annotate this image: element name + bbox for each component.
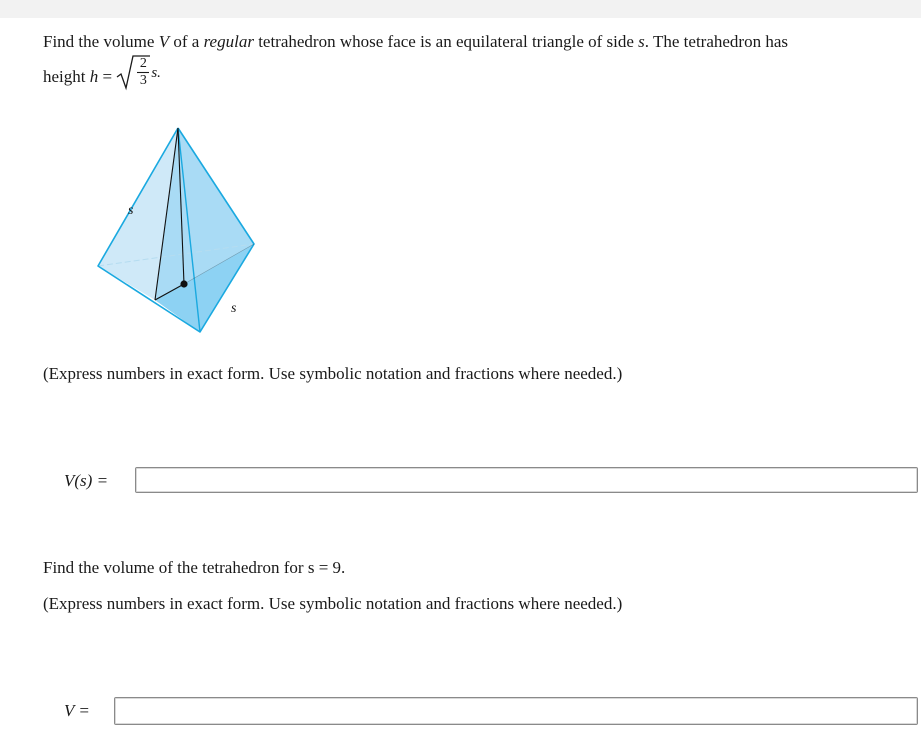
instructions-2: (Express numbers in exact form. Use symbolic notation and fractions where needed.) [43, 594, 623, 613]
sqrt-tail-s: s. [151, 65, 161, 81]
answer-2-label: V = [64, 701, 90, 720]
fraction-numerator: 2 [139, 56, 147, 71]
text-tetrahedron-has: . The tetrahedron has [644, 32, 788, 51]
word-regular: regular [203, 32, 254, 51]
fraction-denominator: 3 [139, 73, 147, 88]
answer-1-label: V(s) = [64, 471, 109, 490]
text-find-volume: Find the volume [43, 32, 159, 51]
var-v: V [158, 32, 170, 51]
side-label-s-2: s [231, 301, 237, 316]
text-height: height [43, 66, 90, 86]
answer-2-input[interactable] [114, 697, 918, 725]
question-2: Find the volume of the tetrahedron for s = 9. [43, 558, 346, 577]
side-label-s-1: s [128, 203, 134, 218]
text-of-a: of a [169, 32, 204, 51]
instructions-1: (Express numbers in exact form. Use symbolic notation and fractions where needed.) [43, 364, 623, 383]
problem-statement-line-2 [43, 56, 164, 91]
var-h: h [89, 66, 99, 86]
problem-statement-line-1 [43, 31, 788, 53]
answer-1-input[interactable] [135, 467, 918, 493]
sqrt-expression [116, 55, 164, 91]
question-card [0, 18, 921, 736]
text-tetrahedron-face: tetrahedron whose face is an equilateral triangle of side [253, 32, 639, 51]
centroid-dot [180, 280, 187, 287]
var-s: s [638, 32, 645, 51]
equals-sign: = [98, 66, 117, 86]
tetrahedron-figure [90, 120, 270, 340]
